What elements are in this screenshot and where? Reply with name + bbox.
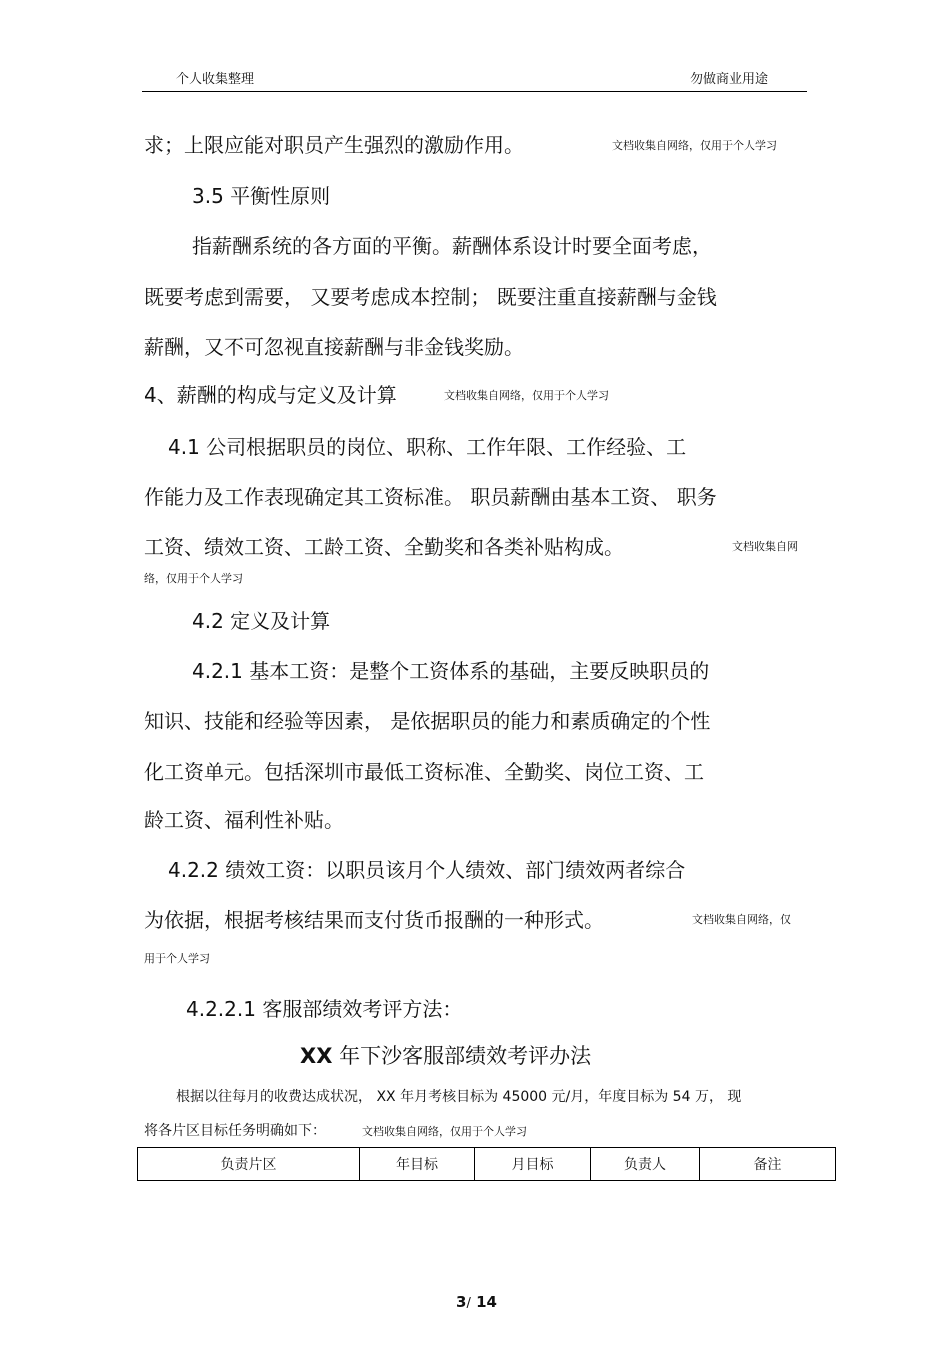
- section-heading: 3.5 平衡性原则: [192, 184, 331, 208]
- header-rule: [142, 91, 807, 92]
- page-total: 14: [476, 1293, 497, 1311]
- source-note: 络，仅用于个人学习: [144, 572, 243, 585]
- paragraph-line: 4.2.1 基本工资：是整个工资体系的基础，主要反映职员的: [192, 659, 710, 683]
- intro-line: 根据以往每月的收费达成状况， XX 年月考核目标为 45000 元/月，年度目标为 54 万， 现: [176, 1089, 742, 1105]
- table-header-cell: 月目标: [475, 1148, 591, 1181]
- section-heading: 4、薪酬的构成与定义及计算: [144, 383, 397, 407]
- source-note: 文档收集自网络，仅: [692, 913, 791, 926]
- source-note: 文档收集自网络，仅用于个人学习: [612, 139, 777, 152]
- header-left: 个人收集整理: [176, 72, 255, 87]
- source-note: 文档收集自网络，仅用于个人学习: [444, 389, 609, 402]
- paragraph-line: 工资、绩效工资、工龄工资、全勤奖和各类补贴构成。: [144, 535, 624, 559]
- table-header-cell: 负责人: [591, 1148, 700, 1181]
- paragraph-line: 指薪酬系统的各方面的平衡。薪酬体系设计时要全面考虑，: [192, 234, 712, 258]
- page-separator: /: [466, 1296, 471, 1311]
- page-number: [456, 1293, 497, 1311]
- section-heading: 4.2 定义及计算: [192, 609, 331, 633]
- source-note: 用于个人学习: [144, 952, 210, 965]
- paragraph-line: 化工资单元。包括深圳市最低工资标准、全勤奖、岗位工资、工: [144, 760, 704, 784]
- title-rest: 年下沙客服部绩效考评办法: [332, 1044, 592, 1068]
- paragraph-line: 薪酬，又不可忽视直接薪酬与非金钱奖励。: [144, 335, 524, 359]
- source-note: 文档收集自网: [732, 540, 798, 553]
- target-table: [137, 1147, 836, 1181]
- source-note: 文档收集自网络，仅用于个人学习: [362, 1125, 527, 1138]
- intro-line: 将各片区目标任务明确如下：: [144, 1123, 326, 1139]
- paragraph-line: 4.1 公司根据职员的岗位、职称、工作年限、工作经验、工: [168, 435, 687, 459]
- table-header-cell: 备注: [700, 1148, 836, 1181]
- header-right: 勿做商业用途: [690, 72, 769, 87]
- paragraph-line: 既要考虑到需要， 又要考虑成本控制； 既要注重直接薪酬与金钱: [144, 285, 717, 309]
- table-header-cell: 年目标: [360, 1148, 475, 1181]
- title-bold: XX: [300, 1044, 333, 1068]
- paragraph-line: 为依据，根据考核结果而支付货币报酬的一种形式。: [144, 908, 604, 932]
- page-current: 3: [456, 1293, 467, 1311]
- document-title: [300, 1040, 591, 1070]
- table-header-cell: 负责片区: [138, 1148, 360, 1181]
- paragraph-line: 知识、技能和经验等因素， 是依据职员的能力和素质确定的个性: [144, 709, 711, 733]
- paragraph-line: 4.2.2 绩效工资：以职员该月个人绩效、部门绩效两者综合: [168, 858, 686, 882]
- table-header-row: [138, 1148, 836, 1181]
- paragraph-line: 作能力及工作表现确定其工资标准。 职员薪酬由基本工资、 职务: [144, 485, 717, 509]
- section-heading: 4.2.2.1 客服部绩效考评方法：: [186, 997, 463, 1021]
- paragraph-line: 求；上限应能对职员产生强烈的激励作用。: [144, 133, 524, 157]
- paragraph-line: 龄工资、福利性补贴。: [144, 808, 344, 832]
